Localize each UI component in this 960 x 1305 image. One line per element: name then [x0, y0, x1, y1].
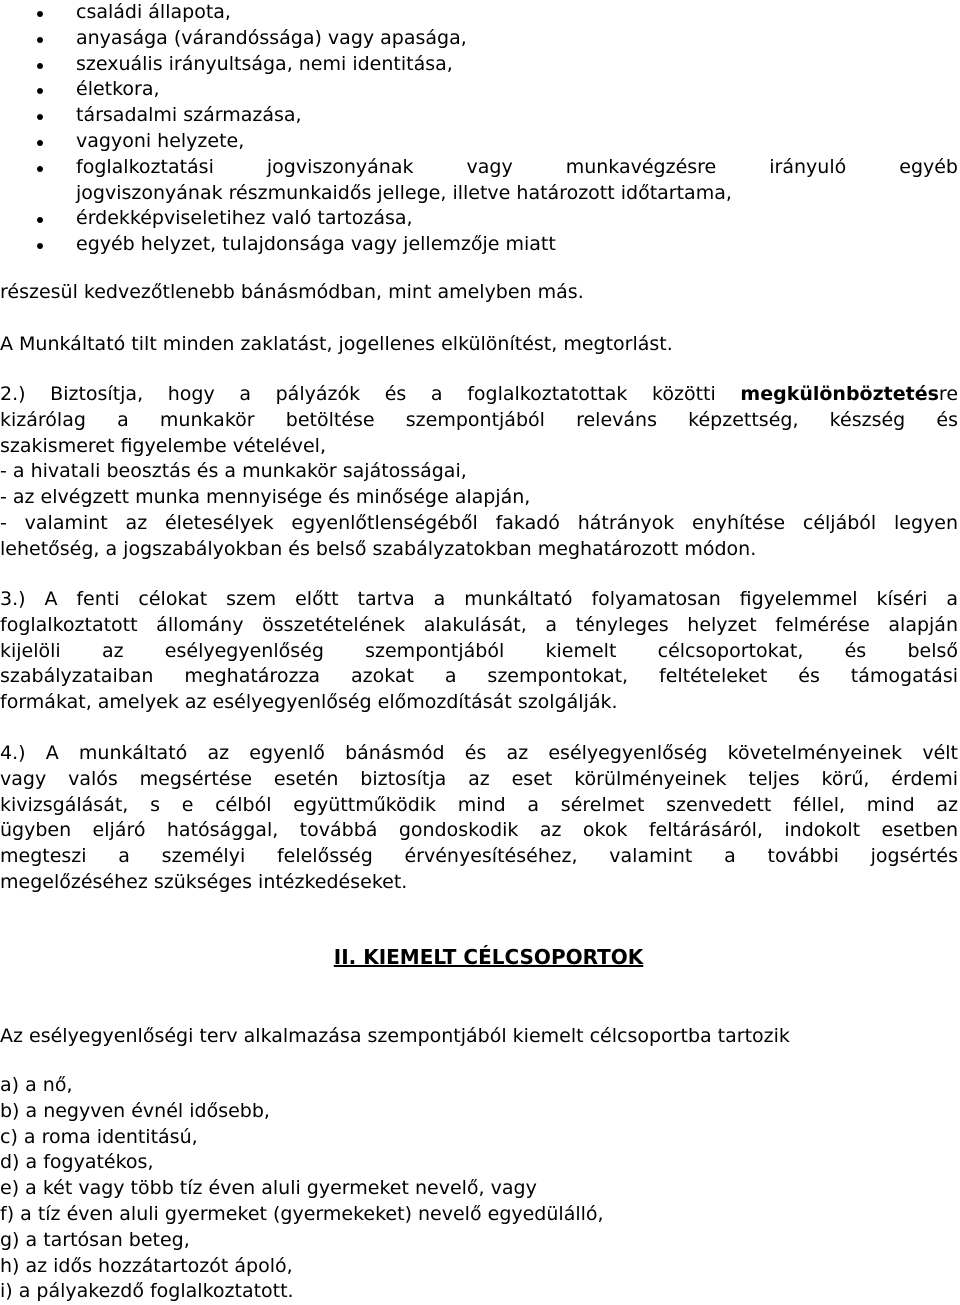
less-favourable-treatment-line: részesül kedvezőtlenebb bánásmódban, mint amelyben más. [0, 281, 584, 303]
list-item: a) a nő, [0, 1074, 73, 1096]
list-item: i) a pályakezdő foglalkoztatott. [0, 1280, 294, 1303]
paragraph-3-line-1: 3.) A fenti célokat szem előtt tartva a munkáltató folyamatosan figyelemmel kíséri a [0, 588, 958, 610]
paragraph-4-line-2: vagy valós megsértése esetén biztosítja az eset körülményeinek teljes körű, érdemi [0, 767, 958, 790]
paragraph-4-line-4: ügyben eljáró hatósággal, továbbá gondoskodik az okok feltárásáról, indokolt esetben [0, 819, 958, 842]
paragraph-2-line-7: lehetőség, a jogszabályokban és belső szabályzatokban meghatározott módon. [0, 537, 757, 560]
paragraph-4 [0, 741, 958, 896]
text-run: re [938, 383, 959, 405]
paragraph-2 [0, 382, 958, 563]
list-item: f) a tíz éven aluli gyermeket (gyermekeket) nevelő egyedülálló, [0, 1202, 604, 1225]
paragraph-2-line-6: - valamint az életesélyek egyenlőtlenségéből fakadó hátrányok enyhítése céljából legyen [0, 511, 958, 534]
paragraph-3-line-2: foglalkoztatott állomány összetételének alakulását, a tényleges helyzet felmérése alapján [0, 613, 958, 636]
paragraph-3-line-4: szabályzataiban meghatározza azokat a szempontokat, feltételeket és támogatási [0, 665, 958, 688]
paragraph-2-line-3: szakismeret figyelembe vételével, [0, 434, 326, 457]
paragraph-3-line-3: kijelöli az esélyegyenlőség szempontjából kiemelt célcsoportokat, és belső [0, 639, 958, 662]
paragraph-2-line-5: - az elvégzett munka mennyisége és minősége alapján, [0, 486, 531, 509]
bullet-item: érdekképviseletihez való tartozása, [0, 206, 958, 232]
list-item: d) a fogyatékos, [0, 1151, 154, 1174]
list-item: c) a roma identitású, [0, 1125, 198, 1148]
paragraph-4-line-3: kivizsgálását, s e célból együttműködik mind a sérelmet szenvedett féllel, mind az [0, 793, 958, 816]
paragraph-3 [0, 587, 958, 716]
bullet-item-continuation: jogviszonyának részmunkaidős jellege, illetve határozott időtartama, [76, 181, 732, 204]
bullet-item: életkora, [0, 77, 958, 103]
paragraph-2-line-1 [0, 382, 958, 408]
bullet-item: egyéb helyzet, tulajdonsága vagy jellemzője miatt [0, 232, 958, 258]
list-item: h) az idős hozzátartozót ápoló, [0, 1254, 293, 1277]
bullet-item: foglalkoztatási jogviszonyának vagy munkavégzésre irányuló egyéb [0, 155, 958, 181]
bold-term: megkülönböztetés [740, 383, 939, 405]
bullet-item: társadalmi származása, [0, 103, 958, 129]
list-item: b) a negyven évnél idősebb, [0, 1099, 270, 1122]
paragraph-3-line-5: formákat, amelyek az esélyegyenlőség előmozdítását szolgálják. [0, 691, 618, 714]
paragraph-4-line-5: megteszi a személyi felelősség érvényesítéséhez, valamint a további jogsértés [0, 845, 958, 868]
list-item: e) a két vagy több tíz éven aluli gyermeket nevelő, vagy [0, 1177, 537, 1200]
text-run: 2.) Biztosítja, hogy a pályázók és a foglalkoztatottak közötti [0, 383, 716, 405]
section-heading: II. KIEMELT CÉLCSOPORTOK [333, 945, 644, 969]
bullet-item: szexuális irányultsága, nemi identitása, [0, 52, 958, 78]
paragraph-2-line-4: - a hivatali beosztás és a munkakör sajátosságai, [0, 460, 467, 483]
discrimination-grounds-list [0, 0, 958, 258]
target-groups-intro: Az esélyegyenlőségi terv alkalmazása szempontjából kiemelt célcsoportba tartozik [0, 1025, 790, 1047]
harassment-prohibition-line: A Munkáltató tilt minden zaklatást, jogellenes elkülönítést, megtorlást. [0, 333, 673, 355]
bullet-item: családi állapota, [0, 0, 958, 26]
paragraph-2-line-2: kizárólag a munkakör betöltése szempontjából releváns képzettség, készség és [0, 408, 958, 431]
paragraph-4-line-1: 4.) A munkáltató az egyenlő bánásmód és az esélyegyenlőség követelményeinek vélt [0, 742, 958, 764]
target-groups-list [0, 1073, 958, 1305]
bullet-item: anyasága (várandóssága) vagy apasága, [0, 26, 958, 52]
bullet-item: vagyoni helyzete, [0, 129, 958, 155]
list-item: g) a tartósan beteg, [0, 1228, 190, 1251]
paragraph-4-line-6: megelőzéséhez szükséges intézkedéseket. [0, 870, 408, 893]
